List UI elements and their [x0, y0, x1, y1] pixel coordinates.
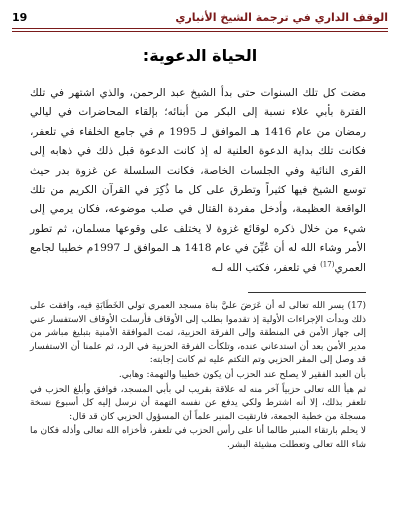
footnote-paragraph: ثم هيأ الله تعالى حزبياً آخر منه له علاقة بقريب لي بأبي المسجد، فوافق وأبلغ الحزب في تلعفر بذلك، إلا أنه اشترط ولكي يدفع عن نفسه التهمة أن نرسل إليه كل أسبوع نسخة مسجلة من خطبة الجمعة، فارتقيت المنبر علماً أن المسؤول الحزبي كان قد قال: [30, 384, 366, 422]
footnote-reference: (17) [320, 260, 335, 269]
body-paragraph-text: مضت كل تلك السنوات حتى بدأ الشيخ عبد الرحمن، والذي اشتهر في تلك الفترة بأبي علاء نسبة إلى البكر من أبنائه؛ بإلقاء المحاضرات في ليالي رمضان من عام 1416 هـ الموافق لـ 1995 م في جامع الخلفاء في تلعفر، فكانت تلك بداية الدعوة العلنية له إذ كانت الدعوة قبل ذلك في ذهابه إلى القرى النائية وفي الجلسات الخاصة، فكانت السلسلة عن غزوة بدر حيث توسع الشيخ فيها كثيراً وتطرق على كل ما ذُكِرَ في القرآن الكريم من تلك الواقعة العظيمة، وأدخل مفردة القتال في صلب موضوعه، فكان يرمي إلى شيء من خلال ذكره لوقائع غزوة لا يختلف على وقوعها مسلمان، ثم تطور الأمر وشاء الله له أن عُيِّنَ في عام 1418 هـ الموافق لـ 1997م خطيبا لجامع العمري [30, 87, 367, 274]
footnote-paragraph: (17) يسر الله تعالى له أن عَرَضَ عليَّ بناة مسجد العمري تولي الخَطَابَةِ فيه، وافقت على ذلك وبدأت الإجراءات الأولية إذ تقدموا بطلب إلى الأوقاف فأرسلت الأوقاف الاستفسار عني إلى جهاز الأمن في المنطقة وإلى الفرقة الحزبية، ثمت الموافقة الأمنية بتبليغ مباشر من مدير الأمن بعد أن استدعاني عنده، وتلكأت الفرقة الحزبية في الرد، ثم علمنا أن الاستفسار قد وصل إلى المقر الحزبي وتم التكتم عليه ثم كانت إجابته: [30, 301, 366, 366]
header-rule [12, 28, 388, 29]
footnote-paragraph: لا يحلم بارتقاء المنبر طالما أنا على رأس الحزب في تلعفر، فأخزاه الله تعالى وأذله فكان ما شاء الله تعالى وتعطلت مشيئة البشر. [30, 426, 366, 450]
page-header [12, 6, 388, 28]
body-paragraph [30, 84, 366, 278]
body-paragraph-tail: في تلعفر، فكتب الله لـه [211, 261, 317, 274]
running-title: الوقف الداري في ترجمة الشيخ الأنباري [175, 10, 388, 24]
section-title: الحياة الدعوية: [142, 46, 258, 65]
main-body [30, 84, 366, 278]
footnote-paragraph: بأن العبد الفقير لا يصلح عند الحزب أن يكون خطيبا والتهمة: وهابي. [118, 369, 366, 380]
header-rule-secondary [12, 31, 388, 32]
page-number: 19 [12, 10, 28, 24]
footnotes [30, 300, 366, 454]
footnote-separator [248, 292, 366, 293]
